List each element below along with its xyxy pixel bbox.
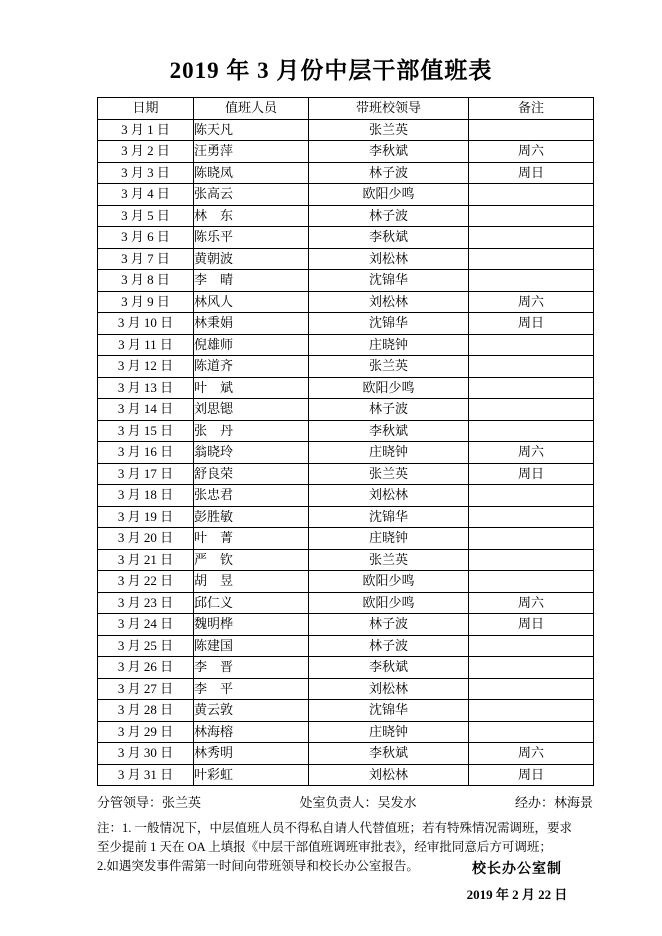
date-cell: 3 月 7 日: [98, 248, 194, 270]
remark-cell: [469, 549, 594, 571]
leader-cell: 张兰英: [309, 356, 469, 378]
remark-cell: [469, 356, 594, 378]
person-cell: 李 平: [194, 678, 309, 700]
remark-cell: [469, 678, 594, 700]
column-header: 日期: [98, 98, 194, 120]
leader-cell: 张兰英: [309, 549, 469, 571]
table-header-row: [98, 98, 594, 120]
leader-cell: 李秋斌: [309, 743, 469, 765]
date-cell: 3 月 11 日: [98, 334, 194, 356]
duty-roster-table: [97, 97, 594, 786]
leader-cell: 李秋斌: [309, 141, 469, 163]
person-cell: 胡 昱: [194, 571, 309, 593]
date-cell: 3 月 5 日: [98, 205, 194, 227]
date-cell: 3 月 12 日: [98, 356, 194, 378]
leader-cell: 李秋斌: [309, 227, 469, 249]
table-row: [98, 119, 594, 141]
leader-cell: 沈锦华: [309, 270, 469, 292]
remark-cell: [469, 506, 594, 528]
remark-cell: [469, 227, 594, 249]
date-cell: 3 月 25 日: [98, 635, 194, 657]
leader-cell: 沈锦华: [309, 700, 469, 722]
date-cell: 3 月 18 日: [98, 485, 194, 507]
person-cell: 叶 斌: [194, 377, 309, 399]
table-row: [98, 227, 594, 249]
page-title: 2019 年 3 月份中层干部值班表: [169, 58, 493, 83]
remark-cell: [469, 571, 594, 593]
remark-cell: 周日: [469, 764, 594, 786]
person-cell: 张高云: [194, 184, 309, 206]
person-cell: 林 东: [194, 205, 309, 227]
date-cell: 3 月 9 日: [98, 291, 194, 313]
table-row: [98, 248, 594, 270]
person-cell: 彭胜敏: [194, 506, 309, 528]
person-cell: 陈天凡: [194, 119, 309, 141]
column-header: 值班人员: [194, 98, 309, 120]
person-cell: 陈建国: [194, 635, 309, 657]
date-cell: 3 月 31 日: [98, 764, 194, 786]
date-cell: 3 月 16 日: [98, 442, 194, 464]
leader-cell: 沈锦华: [309, 313, 469, 335]
date-cell: 3 月 19 日: [98, 506, 194, 528]
leader-cell: 刘松林: [309, 248, 469, 270]
issue-date: 2019 年 2 月 22 日: [466, 887, 568, 902]
date-cell: 3 月 10 日: [98, 313, 194, 335]
table-row: [98, 205, 594, 227]
person-cell: 黄云敦: [194, 700, 309, 722]
table-row: [98, 592, 594, 614]
remark-cell: 周六: [469, 592, 594, 614]
remark-cell: [469, 205, 594, 227]
leader-cell: 欧阳少鸣: [309, 592, 469, 614]
table-row: [98, 291, 594, 313]
duty-table-body: [98, 119, 594, 786]
table-row: [98, 377, 594, 399]
leader-cell: 李秋斌: [309, 657, 469, 679]
date-cell: 3 月 28 日: [98, 700, 194, 722]
date-cell: 3 月 6 日: [98, 227, 194, 249]
table-row: [98, 270, 594, 292]
person-cell: 黄朝波: [194, 248, 309, 270]
leader-cell: 欧阳少鸣: [309, 377, 469, 399]
remark-cell: [469, 184, 594, 206]
date-cell: 3 月 29 日: [98, 721, 194, 743]
table-row: [98, 356, 594, 378]
table-row: [98, 678, 594, 700]
remark-cell: [469, 721, 594, 743]
date-cell: 3 月 24 日: [98, 614, 194, 636]
leader-cell: 欧阳少鸣: [309, 571, 469, 593]
person-cell: 叶彩虹: [194, 764, 309, 786]
leader-cell: 庄晓钟: [309, 528, 469, 550]
leader-cell: 林子波: [309, 162, 469, 184]
supervisor-label: 分管领导：张兰英: [97, 795, 202, 810]
table-row: [98, 635, 594, 657]
remark-cell: [469, 270, 594, 292]
date-cell: 3 月 13 日: [98, 377, 194, 399]
date-cell: 3 月 23 日: [98, 592, 194, 614]
person-cell: 李 晴: [194, 270, 309, 292]
table-row: [98, 485, 594, 507]
table-row: [98, 743, 594, 765]
leader-cell: 林子波: [309, 614, 469, 636]
leader-cell: 林子波: [309, 635, 469, 657]
issuer-name: 校长办公室制: [472, 862, 562, 877]
person-cell: 翁晓玲: [194, 442, 309, 464]
department-head-label: 处室负责人：吴发水: [299, 795, 417, 810]
person-cell: 汪勇萍: [194, 141, 309, 163]
person-cell: 林秉娟: [194, 313, 309, 335]
date-cell: 3 月 21 日: [98, 549, 194, 571]
person-cell: 林海榕: [194, 721, 309, 743]
person-cell: 陈乐平: [194, 227, 309, 249]
remark-cell: 周日: [469, 614, 594, 636]
handler-label: 经办：林海景: [514, 795, 593, 810]
leader-cell: 刘松林: [309, 678, 469, 700]
leader-cell: 庄晓钟: [309, 721, 469, 743]
person-cell: 张 丹: [194, 420, 309, 442]
leader-cell: 张兰英: [309, 463, 469, 485]
table-row: [98, 399, 594, 421]
remark-cell: [469, 700, 594, 722]
remark-cell: [469, 420, 594, 442]
person-cell: 林秀明: [194, 743, 309, 765]
remark-cell: [469, 119, 594, 141]
date-cell: 3 月 1 日: [98, 119, 194, 141]
leader-cell: 沈锦华: [309, 506, 469, 528]
remark-cell: [469, 657, 594, 679]
table-row: [98, 162, 594, 184]
date-cell: 3 月 8 日: [98, 270, 194, 292]
remark-cell: [469, 334, 594, 356]
remark-cell: 周日: [469, 162, 594, 184]
remark-cell: [469, 635, 594, 657]
remark-cell: 周六: [469, 291, 594, 313]
note-1: 注：1. 一般情况下，中层值班人员不得私自请人代替值班；若有特殊情况需调班，要求至少提前 1 天在 OA 上填报《中层干部值班调班审批表》，经审批同意后方可调班；: [97, 821, 573, 854]
person-cell: 严 钦: [194, 549, 309, 571]
remark-cell: [469, 528, 594, 550]
leader-cell: 张兰英: [309, 119, 469, 141]
remark-cell: [469, 377, 594, 399]
table-row: [98, 442, 594, 464]
table-row: [98, 313, 594, 335]
leader-cell: 庄晓钟: [309, 334, 469, 356]
date-cell: 3 月 4 日: [98, 184, 194, 206]
table-row: [98, 334, 594, 356]
person-cell: 陈道齐: [194, 356, 309, 378]
table-row: [98, 549, 594, 571]
remark-cell: [469, 399, 594, 421]
person-cell: 倪雄师: [194, 334, 309, 356]
person-cell: 刘思锶: [194, 399, 309, 421]
leader-cell: 李秋斌: [309, 420, 469, 442]
remark-cell: 周六: [469, 141, 594, 163]
date-cell: 3 月 22 日: [98, 571, 194, 593]
person-cell: 陈晓凤: [194, 162, 309, 184]
date-cell: 3 月 2 日: [98, 141, 194, 163]
table-row: [98, 528, 594, 550]
remark-cell: 周六: [469, 442, 594, 464]
date-cell: 3 月 17 日: [98, 463, 194, 485]
date-cell: 3 月 3 日: [98, 162, 194, 184]
person-cell: 叶 菁: [194, 528, 309, 550]
date-cell: 3 月 15 日: [98, 420, 194, 442]
date-cell: 3 月 14 日: [98, 399, 194, 421]
date-cell: 3 月 27 日: [98, 678, 194, 700]
signature-line: [97, 792, 593, 811]
table-row: [98, 463, 594, 485]
table-row: [98, 506, 594, 528]
date-cell: 3 月 30 日: [98, 743, 194, 765]
leader-cell: 刘松林: [309, 485, 469, 507]
table-row: [98, 141, 594, 163]
leader-cell: 林子波: [309, 399, 469, 421]
remark-cell: 周六: [469, 743, 594, 765]
table-row: [98, 614, 594, 636]
table-row: [98, 764, 594, 786]
remark-cell: [469, 485, 594, 507]
leader-cell: 林子波: [309, 205, 469, 227]
table-row: [98, 184, 594, 206]
table-row: [98, 721, 594, 743]
note-2: 2.如遇突发事件需第一时间向带班领导和校长办公室报告。: [97, 859, 419, 873]
leader-cell: 刘松林: [309, 764, 469, 786]
leader-cell: 庄晓钟: [309, 442, 469, 464]
date-cell: 3 月 26 日: [98, 657, 194, 679]
table-row: [98, 571, 594, 593]
column-header: 备注: [469, 98, 594, 120]
issuer-block: [447, 858, 587, 903]
remark-cell: [469, 248, 594, 270]
person-cell: 魏明桦: [194, 614, 309, 636]
leader-cell: 刘松林: [309, 291, 469, 313]
remark-cell: 周日: [469, 463, 594, 485]
table-row: [98, 700, 594, 722]
person-cell: 张忠君: [194, 485, 309, 507]
leader-cell: 欧阳少鸣: [309, 184, 469, 206]
person-cell: 邱仁义: [194, 592, 309, 614]
table-row: [98, 657, 594, 679]
person-cell: 林风人: [194, 291, 309, 313]
table-row: [98, 420, 594, 442]
person-cell: 李 晋: [194, 657, 309, 679]
remark-cell: 周日: [469, 313, 594, 335]
column-header: 带班校领导: [309, 98, 469, 120]
person-cell: 舒良荣: [194, 463, 309, 485]
date-cell: 3 月 20 日: [98, 528, 194, 550]
